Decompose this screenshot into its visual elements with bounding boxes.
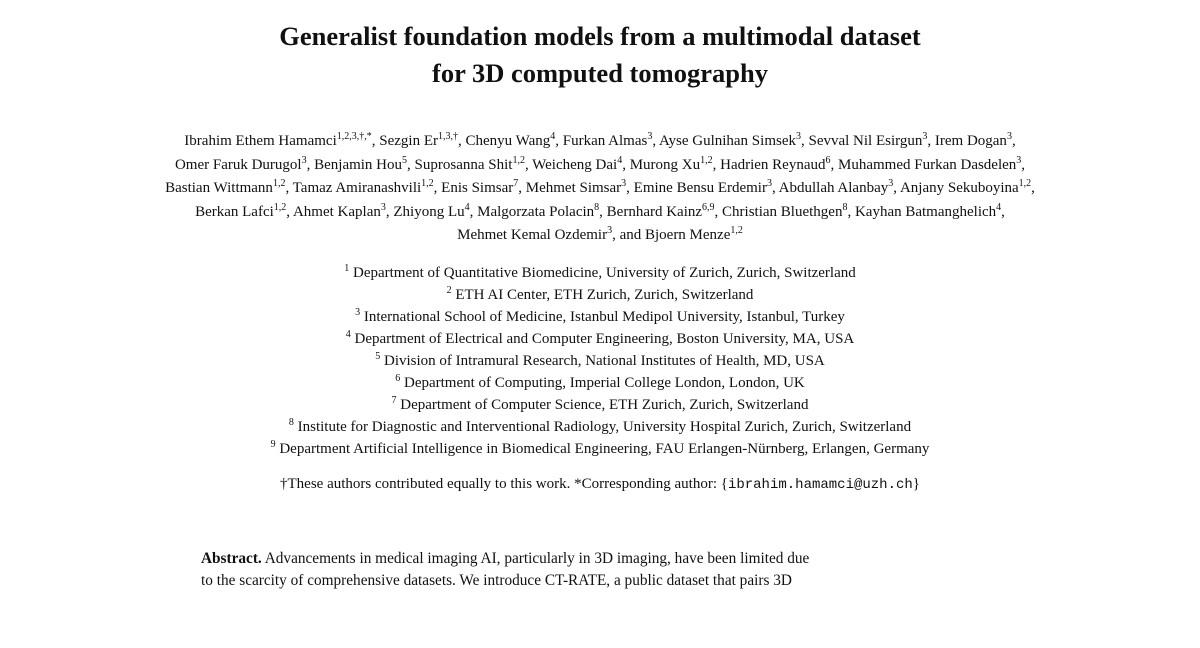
author-name: Muhammed Furkan Dasdelen xyxy=(838,156,1017,173)
author xyxy=(808,133,927,149)
affiliation xyxy=(140,416,1060,438)
affiliation-text: Institute for Diagnostic and Interventional Radiology, University Hospital Zurich, Zurich, Switzerland xyxy=(297,418,912,435)
author xyxy=(722,201,848,220)
author-name: Anjany Sekuboyina xyxy=(899,180,1019,196)
author-name: Ibrahim Ethem Hamamci xyxy=(184,133,337,149)
author xyxy=(457,227,612,243)
author-affil-sup: 1,2 xyxy=(272,178,286,189)
author-affil-sup: 4 xyxy=(996,201,1002,213)
author-name: Mehmet Simsar xyxy=(525,180,622,196)
author xyxy=(441,180,518,196)
author xyxy=(379,133,458,149)
abstract xyxy=(140,548,1021,592)
affiliation-number: 5 xyxy=(375,350,381,362)
author-affil-sup: 1,3,† xyxy=(437,131,458,142)
author xyxy=(838,154,1022,173)
affiliation-text: Department of Computing, Imperial College London, London, UK xyxy=(403,374,805,391)
author-affil-sup: 1,2 xyxy=(730,225,743,236)
affiliation-text: ETH AI Center, ETH Zurich, Zurich, Switzerland xyxy=(455,286,754,303)
affiliation-text: Department of Computer Science, ETH Zurich, Zurich, Switzerland xyxy=(400,396,809,413)
author-name: Irem Dogan xyxy=(934,133,1007,149)
author-affil-sup: 3 xyxy=(301,154,307,166)
author-affil-sup: 4 xyxy=(550,131,556,142)
author-affil-sup: 8 xyxy=(842,201,848,213)
author-affil-sup: 4 xyxy=(464,201,470,213)
affiliation-number: 9 xyxy=(270,438,276,450)
paper-title xyxy=(140,18,1060,92)
affiliation xyxy=(140,284,1060,306)
author-name: Weicheng Dai xyxy=(532,156,618,173)
author-affil-sup: 3 xyxy=(1016,154,1022,166)
author-affil-sup: 1,2,3,†,* xyxy=(336,131,372,142)
author-name: Sezgin Er xyxy=(379,133,438,149)
affiliation xyxy=(140,438,1060,460)
author xyxy=(629,154,713,173)
title-line-1: Generalist foundation models from a multimodal dataset xyxy=(279,21,921,51)
author-affil-sup: 6,9 xyxy=(702,201,715,213)
author-name: Bjoern Menze xyxy=(644,227,731,243)
author xyxy=(465,133,555,149)
author xyxy=(720,154,831,173)
affiliation-number: 6 xyxy=(395,372,401,384)
author-affil-sup: 3 xyxy=(888,178,894,189)
affiliation-text: Department Artificial Intelligence in Biomedical Engineering, FAU Erlangen-Nürnberg, Erlangen, Germany xyxy=(279,440,930,457)
author-name: Chenyu Wang xyxy=(465,133,551,149)
author-affil-sup: 1,2 xyxy=(512,154,525,166)
author xyxy=(779,180,894,196)
author-name: Omer Faruk Durugol xyxy=(174,156,302,173)
author-name: Suprosanna Shit xyxy=(414,156,513,173)
author-name: Zhiyong Lu xyxy=(393,203,465,220)
author-affil-sup: 3 xyxy=(607,225,613,236)
affiliation-number: 1 xyxy=(344,262,350,274)
author-affil-sup: 7 xyxy=(513,178,519,189)
author xyxy=(645,227,743,243)
author xyxy=(563,133,653,149)
author xyxy=(314,154,408,173)
paper-page xyxy=(140,18,1060,592)
abstract-line-1 xyxy=(201,548,1021,570)
author-affil-sup: 3 xyxy=(766,178,772,189)
author xyxy=(854,201,1002,220)
author-list: Ibrahim Ethem Hamamci$^{1,2,3,\dagger,*}$, Sezgin $Er^{1,3,\dagger}$, Chenyu Wang$^4$, Furkan Almas$^3$, Ayse Gulnihan Simsek$^3$, Sevval Nil Esirgun$^3$, Irem Dogan$^3$, Omer Faruk Durugol$^3$, Benjamin Hou$^5$, Suprosanna Shit$^{1,2}$, Weicheng Dai$^4$, Murong Xu$^{1,2}$, Hadrien Reynaud$^6$, Muhammed Furkan Dasdelen$^3$, Bastian Wittmann$^{1,2}$, Tamaz Amiranashvili$^{1,2}$, Enis Simsar$^7$, Mehmet Simsar$^3$, Emine Bensu Erdemir$^3$, Abdullah Alanbay$^3$, Anjany Sekuboyina$^{1,2}$, Berkan Lafci$^{1,2}$, Ahmet Kaplan$^3$, Zhiyong Lu$^4$, Malgorzata Polacin$^8$, Bernhard Kainz$^{6,9}$, Christian Bluethgen$^8$, Kayhan Batmanghelich$^4$, Mehmet Kemal Ozdemir$^3$, and Bjoern Menze$^{1,2}$ xyxy=(165,131,1035,243)
author-name: Furkan Almas xyxy=(562,133,648,149)
affiliation-text: International School of Medicine, Istanbul Medipol University, Istanbul, Turkey xyxy=(363,308,845,325)
author-name: Enis Simsar xyxy=(441,180,514,196)
author xyxy=(195,201,287,220)
author xyxy=(414,154,525,173)
author-affil-sup: 1,2 xyxy=(700,154,713,166)
author-affil-sup: 1,2 xyxy=(1018,178,1032,189)
contribution-text: †These authors contributed equally to this work. *Corresponding author: { xyxy=(280,475,728,492)
affiliation xyxy=(140,306,1060,328)
author-name: Bernhard Kainz xyxy=(606,203,703,220)
author-name: Ahmet Kaplan xyxy=(292,203,381,220)
author-affil-sup: 3 xyxy=(621,178,627,189)
affiliation-number: 2 xyxy=(446,284,452,296)
author xyxy=(393,201,470,220)
author xyxy=(174,154,307,173)
author-name: Benjamin Hou xyxy=(314,156,403,173)
author-name: Christian Bluethgen xyxy=(722,203,843,220)
affiliation xyxy=(140,372,1060,394)
title-line-2: for 3D computed tomography xyxy=(432,58,768,88)
author xyxy=(532,154,623,173)
author-affil-sup: 6 xyxy=(825,154,831,166)
contribution-close: } xyxy=(912,475,920,492)
author-name: Mehmet Kemal Ozdemir xyxy=(457,227,608,243)
author-affil-sup: 3 xyxy=(380,201,386,213)
affiliation xyxy=(140,394,1060,416)
author-name: Tamaz Amiranashvili xyxy=(292,180,422,196)
author-name: Kayhan Batmanghelich xyxy=(854,203,997,220)
author-name: Sevval Nil Esirgun xyxy=(808,133,923,149)
contribution-note xyxy=(140,473,1060,496)
affiliation-list xyxy=(140,262,1060,460)
abstract-text-1: Advancements in medical imaging AI, particularly in 3D imaging, have been limited due xyxy=(264,549,810,567)
author-affil-sup: 8 xyxy=(594,201,600,213)
author xyxy=(477,201,600,220)
author-name: Murong Xu xyxy=(629,156,701,173)
author xyxy=(165,180,285,196)
author-affil-sup: 3 xyxy=(647,131,653,142)
author xyxy=(526,180,626,196)
corresponding-email[interactable]: ibrahim.hamamci@uzh.ch xyxy=(727,476,913,493)
author-affil-sup: 3 xyxy=(795,131,801,142)
author-name: Berkan Lafci xyxy=(195,203,274,220)
author xyxy=(606,201,715,220)
affiliation xyxy=(140,262,1060,284)
author xyxy=(935,133,1012,149)
author xyxy=(184,133,371,149)
affiliation-number: 4 xyxy=(345,328,351,340)
author-affil-sup: 1,2 xyxy=(273,201,287,213)
abstract-line-2: to the scarcity of comprehensive datasets. We introduce CT-RATE, a public dataset that pairs 3D xyxy=(201,571,792,589)
abstract-label: Abstract. xyxy=(201,549,262,567)
author-affil-sup: 5 xyxy=(402,154,408,166)
affiliation-number: 7 xyxy=(391,394,397,406)
affiliation-number: 3 xyxy=(355,306,361,318)
author xyxy=(900,180,1031,196)
author-affil-sup: 3 xyxy=(922,131,928,142)
author xyxy=(293,180,434,196)
affiliation-text: Department of Electrical and Computer Engineering, Boston University, MA, USA xyxy=(354,330,855,347)
affiliation-number: 8 xyxy=(288,416,294,428)
author xyxy=(292,201,386,220)
author xyxy=(659,133,801,149)
affiliation-text: Department of Quantitative Biomedicine, University of Zurich, Zurich, Switzerland xyxy=(352,264,856,281)
author-name: Abdullah Alanbay xyxy=(778,180,889,196)
affiliation xyxy=(140,328,1060,350)
author-name: Bastian Wittmann xyxy=(165,180,273,196)
author-name: Hadrien Reynaud xyxy=(720,156,826,173)
affiliation-text: Division of Intramural Research, National Institutes of Health, MD, USA xyxy=(384,352,825,369)
author-affil-sup: 1,2 xyxy=(421,178,434,189)
author-affil-sup: 3 xyxy=(1006,131,1012,142)
author-affil-sup: 4 xyxy=(617,154,623,166)
affiliation xyxy=(140,350,1060,372)
author-name: Ayse Gulnihan Simsek xyxy=(659,133,796,149)
author xyxy=(634,180,772,196)
author-name: Emine Bensu Erdemir xyxy=(633,180,767,196)
author-and: and xyxy=(619,227,642,243)
author-name: Malgorzata Polacin xyxy=(477,203,595,220)
